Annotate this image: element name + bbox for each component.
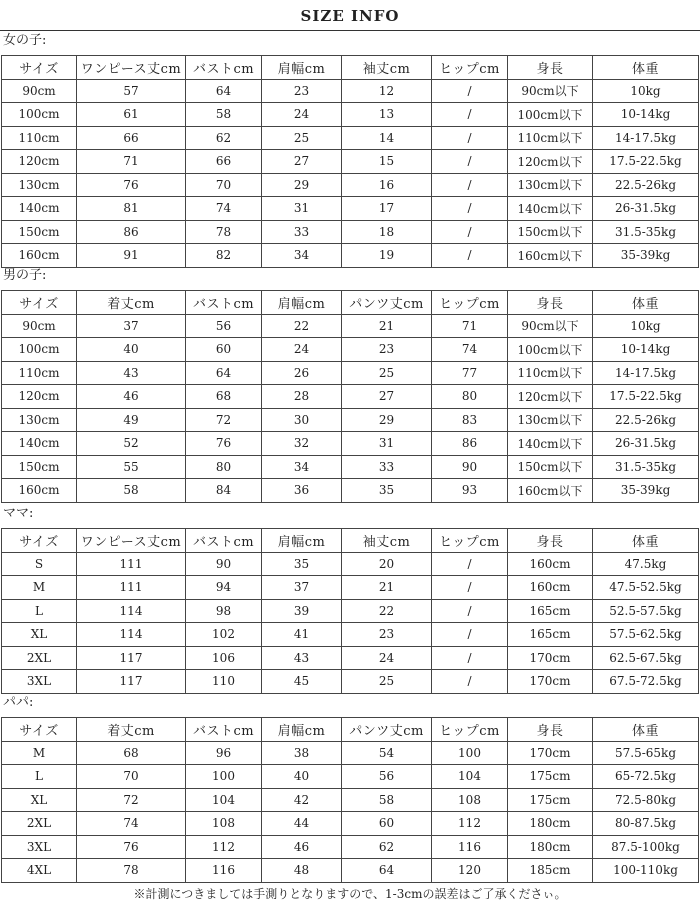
- table-cell: 120cm: [2, 385, 77, 409]
- table-cell: 100-110kg: [593, 859, 699, 883]
- table-cell: 80: [432, 385, 508, 409]
- table-cell: 93: [432, 479, 508, 503]
- table-row: [2, 197, 699, 221]
- table-cell: 185cm: [508, 859, 593, 883]
- column-header: バストcm: [186, 718, 262, 742]
- table-cell: 117: [77, 670, 186, 694]
- table-cell: 35: [262, 552, 342, 576]
- table-cell: /: [432, 150, 508, 174]
- table-cell: 117: [77, 646, 186, 670]
- table-cell: 35-39kg: [593, 244, 699, 268]
- table-cell: 150cm: [2, 220, 77, 244]
- table-cell: 30: [262, 408, 342, 432]
- section-label-girls: 女の子:: [3, 33, 47, 48]
- table-cell: 28: [262, 385, 342, 409]
- column-header: 体重: [593, 718, 699, 742]
- table-cell: 90: [186, 552, 262, 576]
- table-row: [2, 765, 699, 789]
- table-cell: 27: [342, 385, 432, 409]
- table-cell: 72: [186, 408, 262, 432]
- table-cell: XL: [2, 623, 77, 647]
- column-header: 体重: [593, 529, 699, 553]
- table-cell: 77: [432, 361, 508, 385]
- table-cell: 90: [432, 455, 508, 479]
- table-cell: 60: [342, 812, 432, 836]
- table-cell: 100: [186, 765, 262, 789]
- table-cell: 86: [77, 220, 186, 244]
- table-cell: 29: [262, 173, 342, 197]
- table-cell: 100cm以下: [508, 338, 593, 362]
- table-cell: 14-17.5kg: [593, 126, 699, 150]
- table-cell: 57.5-62.5kg: [593, 623, 699, 647]
- column-header: 肩幅cm: [262, 529, 342, 553]
- column-header: サイズ: [2, 291, 77, 315]
- table-cell: 102: [186, 623, 262, 647]
- table-cell: 64: [186, 79, 262, 103]
- table-cell: 44: [262, 812, 342, 836]
- table-cell: 4XL: [2, 859, 77, 883]
- table-cell: 26: [262, 361, 342, 385]
- table-row: [2, 126, 699, 150]
- table-cell: L: [2, 599, 77, 623]
- table-row: [2, 432, 699, 456]
- table-row: [2, 103, 699, 127]
- table-cell: 87.5-100kg: [593, 835, 699, 859]
- column-header: サイズ: [2, 529, 77, 553]
- table-cell: 62.5-67.5kg: [593, 646, 699, 670]
- table-cell: 175cm: [508, 788, 593, 812]
- table-cell: 180cm: [508, 812, 593, 836]
- column-header: 肩幅cm: [262, 718, 342, 742]
- table-cell: /: [432, 599, 508, 623]
- table-row: [2, 314, 699, 338]
- table-cell: 43: [262, 646, 342, 670]
- table-cell: 35-39kg: [593, 479, 699, 503]
- table-cell: /: [432, 220, 508, 244]
- table-cell: 71: [432, 314, 508, 338]
- table-cell: 160cm以下: [508, 244, 593, 268]
- table-cell: 104: [186, 788, 262, 812]
- table-cell: 100cm: [2, 103, 77, 127]
- table-row: [2, 859, 699, 883]
- table-cell: 24: [262, 338, 342, 362]
- table-cell: 34: [262, 244, 342, 268]
- table-cell: /: [432, 79, 508, 103]
- table-cell: 17: [342, 197, 432, 221]
- table-cell: 29: [342, 408, 432, 432]
- table-cell: 45: [262, 670, 342, 694]
- table-cell: 58: [342, 788, 432, 812]
- table-cell: 62: [342, 835, 432, 859]
- table-cell: /: [432, 646, 508, 670]
- table-cell: 72: [77, 788, 186, 812]
- table-cell: 114: [77, 599, 186, 623]
- table-cell: 19: [342, 244, 432, 268]
- table-cell: 150cm以下: [508, 455, 593, 479]
- table-cell: 91: [77, 244, 186, 268]
- table-cell: 120cm以下: [508, 385, 593, 409]
- table-cell: /: [432, 552, 508, 576]
- column-header: 身長: [508, 529, 593, 553]
- table-cell: 40: [77, 338, 186, 362]
- table-row: [2, 173, 699, 197]
- table-row: [2, 361, 699, 385]
- table-cell: 130cm: [2, 173, 77, 197]
- table-cell: 23: [342, 623, 432, 647]
- table-cell: 170cm: [508, 646, 593, 670]
- table-cell: 65-72.5kg: [593, 765, 699, 789]
- table-cell: 37: [262, 576, 342, 600]
- table-cell: 100: [432, 741, 508, 765]
- column-header: 体重: [593, 291, 699, 315]
- table-cell: 100cm: [2, 338, 77, 362]
- table-row: [2, 646, 699, 670]
- table-cell: 48: [262, 859, 342, 883]
- table-cell: 40: [262, 765, 342, 789]
- table-cell: 100cm以下: [508, 103, 593, 127]
- table-cell: 120cm以下: [508, 150, 593, 174]
- column-header: 肩幅cm: [262, 291, 342, 315]
- table-cell: XL: [2, 788, 77, 812]
- table-cell: 54: [342, 741, 432, 765]
- table-cell: /: [432, 576, 508, 600]
- column-header: 肩幅cm: [262, 56, 342, 80]
- table-row: [2, 220, 699, 244]
- table-cell: 98: [186, 599, 262, 623]
- table-cell: 111: [77, 552, 186, 576]
- table-cell: 74: [432, 338, 508, 362]
- table-cell: 22: [262, 314, 342, 338]
- table-cell: 108: [186, 812, 262, 836]
- table-cell: 10kg: [593, 314, 699, 338]
- table-cell: 160cm: [508, 576, 593, 600]
- table-cell: 39: [262, 599, 342, 623]
- table-cell: M: [2, 741, 77, 765]
- table-cell: 130cm以下: [508, 408, 593, 432]
- table-cell: 2XL: [2, 812, 77, 836]
- table-row: [2, 244, 699, 268]
- table-cell: 21: [342, 314, 432, 338]
- table-cell: /: [432, 173, 508, 197]
- table-cell: 180cm: [508, 835, 593, 859]
- table-cell: 84: [186, 479, 262, 503]
- table-cell: 108: [432, 788, 508, 812]
- table-cell: 140cm以下: [508, 197, 593, 221]
- table-cell: 46: [77, 385, 186, 409]
- table-cell: 140cm: [2, 197, 77, 221]
- column-header: 袖丈cm: [342, 529, 432, 553]
- table-cell: 96: [186, 741, 262, 765]
- table-cell: 68: [186, 385, 262, 409]
- table-cell: 3XL: [2, 835, 77, 859]
- table-cell: 64: [186, 361, 262, 385]
- table-cell: 76: [77, 835, 186, 859]
- table-cell: 104: [432, 765, 508, 789]
- column-header: ヒップcm: [432, 529, 508, 553]
- table-cell: 56: [342, 765, 432, 789]
- table-cell: 74: [77, 812, 186, 836]
- table-cell: 170cm: [508, 670, 593, 694]
- column-header: ヒップcm: [432, 718, 508, 742]
- section-label-papa: パパ:: [3, 695, 34, 710]
- table-cell: 70: [77, 765, 186, 789]
- table-cell: 78: [186, 220, 262, 244]
- table-cell: 90cm以下: [508, 79, 593, 103]
- table-cell: 25: [342, 670, 432, 694]
- table-cell: /: [432, 197, 508, 221]
- table-cell: 116: [432, 835, 508, 859]
- header-row-papa: [2, 718, 699, 742]
- table-row: [2, 623, 699, 647]
- table-cell: 24: [262, 103, 342, 127]
- table-row: [2, 338, 699, 362]
- column-header: バストcm: [186, 529, 262, 553]
- table-row: [2, 150, 699, 174]
- table-cell: 120cm: [2, 150, 77, 174]
- section-label-mama: ママ:: [3, 506, 34, 521]
- table-cell: 170cm: [508, 741, 593, 765]
- column-header: 着丈cm: [77, 718, 186, 742]
- table-cell: 38: [262, 741, 342, 765]
- table-cell: 32: [262, 432, 342, 456]
- table-cell: 130cm: [2, 408, 77, 432]
- table-cell: 112: [186, 835, 262, 859]
- table-row: [2, 835, 699, 859]
- table-cell: 160cm: [2, 244, 77, 268]
- column-header: パンツ丈cm: [342, 291, 432, 315]
- header-row-boys: [2, 291, 699, 315]
- page-title: SIZE INFO: [0, 0, 700, 31]
- table-cell: 46: [262, 835, 342, 859]
- table-cell: 67.5-72.5kg: [593, 670, 699, 694]
- table-cell: 10kg: [593, 79, 699, 103]
- table-cell: 25: [342, 361, 432, 385]
- table-cell: 23: [262, 79, 342, 103]
- table-cell: 175cm: [508, 765, 593, 789]
- column-header: 体重: [593, 56, 699, 80]
- table-cell: 150cm: [2, 455, 77, 479]
- table-cell: 17.5-22.5kg: [593, 150, 699, 174]
- table-row: [2, 79, 699, 103]
- table-row: [2, 741, 699, 765]
- table-cell: /: [432, 670, 508, 694]
- table-cell: 24: [342, 646, 432, 670]
- table-cell: 66: [186, 150, 262, 174]
- table-cell: 150cm以下: [508, 220, 593, 244]
- table-cell: 57: [77, 79, 186, 103]
- column-header: サイズ: [2, 718, 77, 742]
- table-cell: 90cm: [2, 314, 77, 338]
- table-cell: 83: [432, 408, 508, 432]
- table-cell: 86: [432, 432, 508, 456]
- table-row: [2, 812, 699, 836]
- table-cell: 34: [262, 455, 342, 479]
- table-cell: 80-87.5kg: [593, 812, 699, 836]
- table-cell: 90cm以下: [508, 314, 593, 338]
- table-cell: 57.5-65kg: [593, 741, 699, 765]
- column-header: ヒップcm: [432, 291, 508, 315]
- table-cell: 120: [432, 859, 508, 883]
- header-row-girls: [2, 56, 699, 80]
- table-cell: 3XL: [2, 670, 77, 694]
- size-table-girls: [1, 55, 699, 268]
- column-header: 身長: [508, 291, 593, 315]
- table-cell: 52: [77, 432, 186, 456]
- table-cell: 58: [77, 479, 186, 503]
- table-cell: 22.5-26kg: [593, 408, 699, 432]
- table-cell: 70: [186, 173, 262, 197]
- table-cell: 165cm: [508, 599, 593, 623]
- table-cell: 78: [77, 859, 186, 883]
- table-cell: /: [432, 623, 508, 647]
- table-cell: 71: [77, 150, 186, 174]
- table-cell: 43: [77, 361, 186, 385]
- size-table-boys: [1, 290, 699, 503]
- table-cell: /: [432, 126, 508, 150]
- table-row: [2, 599, 699, 623]
- column-header: 身長: [508, 718, 593, 742]
- table-cell: 35: [342, 479, 432, 503]
- table-cell: 31: [262, 197, 342, 221]
- table-cell: 25: [262, 126, 342, 150]
- table-cell: 26-31.5kg: [593, 432, 699, 456]
- table-cell: 13: [342, 103, 432, 127]
- table-cell: 160cm: [2, 479, 77, 503]
- table-cell: 66: [77, 126, 186, 150]
- table-cell: 36: [262, 479, 342, 503]
- table-cell: 10-14kg: [593, 103, 699, 127]
- table-cell: 90cm: [2, 79, 77, 103]
- table-cell: 165cm: [508, 623, 593, 647]
- table-cell: 47.5-52.5kg: [593, 576, 699, 600]
- table-cell: 76: [77, 173, 186, 197]
- table-cell: /: [432, 103, 508, 127]
- column-header: 身長: [508, 56, 593, 80]
- table-cell: 47.5kg: [593, 552, 699, 576]
- table-cell: 52.5-57.5kg: [593, 599, 699, 623]
- table-cell: M: [2, 576, 77, 600]
- table-cell: 15: [342, 150, 432, 174]
- table-cell: /: [432, 244, 508, 268]
- table-cell: 31: [342, 432, 432, 456]
- table-cell: 49: [77, 408, 186, 432]
- table-cell: 64: [342, 859, 432, 883]
- table-cell: 81: [77, 197, 186, 221]
- column-header: 着丈cm: [77, 291, 186, 315]
- table-cell: 22: [342, 599, 432, 623]
- table-cell: 80: [186, 455, 262, 479]
- table-cell: 26-31.5kg: [593, 197, 699, 221]
- table-cell: 23: [342, 338, 432, 362]
- table-cell: 110cm: [2, 361, 77, 385]
- table-cell: 68: [77, 741, 186, 765]
- column-header: パンツ丈cm: [342, 718, 432, 742]
- table-cell: 42: [262, 788, 342, 812]
- table-cell: 110cm: [2, 126, 77, 150]
- table-cell: 62: [186, 126, 262, 150]
- table-cell: 31.5-35kg: [593, 220, 699, 244]
- table-cell: 14-17.5kg: [593, 361, 699, 385]
- table-cell: 140cm: [2, 432, 77, 456]
- table-cell: 12: [342, 79, 432, 103]
- table-cell: 20: [342, 552, 432, 576]
- table-cell: 61: [77, 103, 186, 127]
- table-cell: 110cm以下: [508, 361, 593, 385]
- column-header: サイズ: [2, 56, 77, 80]
- table-cell: 37: [77, 314, 186, 338]
- table-cell: S: [2, 552, 77, 576]
- column-header: ワンピース丈cm: [77, 56, 186, 80]
- table-cell: 33: [262, 220, 342, 244]
- table-cell: 27: [262, 150, 342, 174]
- table-cell: 31.5-35kg: [593, 455, 699, 479]
- table-cell: 18: [342, 220, 432, 244]
- table-row: [2, 788, 699, 812]
- table-cell: 16: [342, 173, 432, 197]
- table-cell: 114: [77, 623, 186, 647]
- table-cell: 94: [186, 576, 262, 600]
- table-cell: 110: [186, 670, 262, 694]
- measurement-note: ※計測につきましては手測りとなりますので、1-3cmの誤差はご了承くださぃ。: [133, 887, 567, 901]
- table-row: [2, 670, 699, 694]
- table-cell: 21: [342, 576, 432, 600]
- column-header: ワンピース丈cm: [77, 529, 186, 553]
- table-cell: 14: [342, 126, 432, 150]
- table-row: [2, 385, 699, 409]
- table-cell: 112: [432, 812, 508, 836]
- table-cell: 2XL: [2, 646, 77, 670]
- table-cell: 10-14kg: [593, 338, 699, 362]
- column-header: バストcm: [186, 291, 262, 315]
- table-cell: 130cm以下: [508, 173, 593, 197]
- header-row-mama: [2, 529, 699, 553]
- table-cell: 140cm以下: [508, 432, 593, 456]
- table-row: [2, 576, 699, 600]
- table-cell: 33: [342, 455, 432, 479]
- table-row: [2, 479, 699, 503]
- table-cell: 76: [186, 432, 262, 456]
- table-cell: 74: [186, 197, 262, 221]
- table-cell: 56: [186, 314, 262, 338]
- size-table-papa: [1, 717, 699, 883]
- table-cell: 41: [262, 623, 342, 647]
- column-header: バストcm: [186, 56, 262, 80]
- table-cell: 160cm: [508, 552, 593, 576]
- section-label-boys: 男の子:: [3, 268, 47, 283]
- column-header: 袖丈cm: [342, 56, 432, 80]
- table-cell: 111: [77, 576, 186, 600]
- size-table-mama: [1, 528, 699, 694]
- column-header: ヒップcm: [432, 56, 508, 80]
- table-cell: 17.5-22.5kg: [593, 385, 699, 409]
- table-cell: 60: [186, 338, 262, 362]
- table-cell: 160cm以下: [508, 479, 593, 503]
- table-cell: 58: [186, 103, 262, 127]
- table-cell: 106: [186, 646, 262, 670]
- table-row: [2, 552, 699, 576]
- table-cell: 22.5-26kg: [593, 173, 699, 197]
- table-row: [2, 408, 699, 432]
- table-cell: 110cm以下: [508, 126, 593, 150]
- table-row: [2, 455, 699, 479]
- table-cell: L: [2, 765, 77, 789]
- table-cell: 82: [186, 244, 262, 268]
- table-cell: 55: [77, 455, 186, 479]
- table-cell: 116: [186, 859, 262, 883]
- table-cell: 72.5-80kg: [593, 788, 699, 812]
